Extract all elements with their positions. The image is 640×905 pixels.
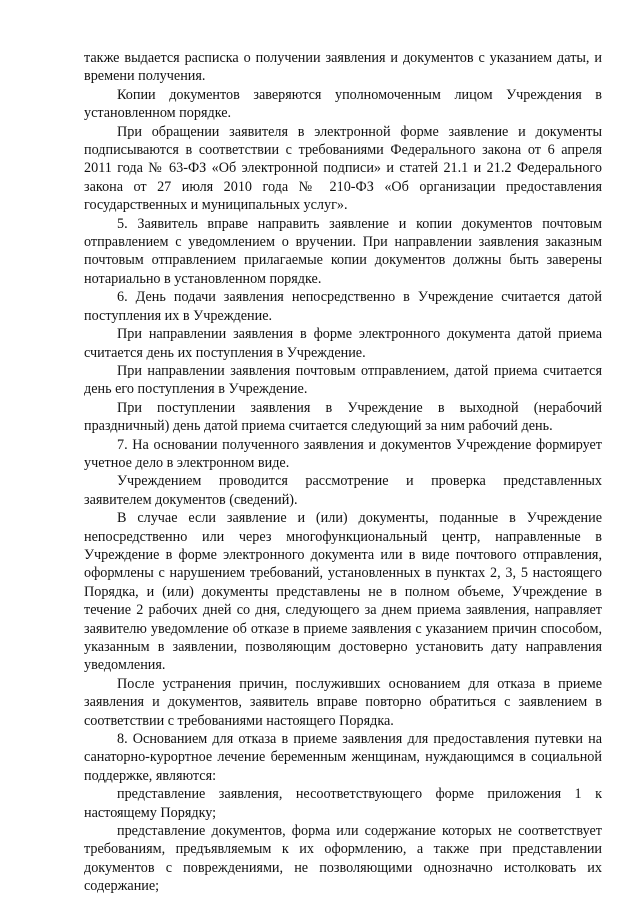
list-item-form-mismatch: представление заявления, несоответствующего форме приложения 1 к настоящему Порядку; xyxy=(84,786,602,821)
paragraph-electronic-receipt-date: При направлении заявления в форме электронного документа датой приема считается день их поступления в Учреждение. xyxy=(84,326,602,361)
paragraph-resubmission: После устранения причин, послуживших основанием для отказа в приеме заявления и документов, заявитель вправе повторно обратиться с заявлением в соответствии с требованиями настоящего Порядка. xyxy=(84,675,602,729)
paragraph-postal-receipt-date: При направлении заявления почтовым отправлением, датой приема считается день его поступления в Учреждение. xyxy=(84,362,602,398)
paragraph-document-review: Учреждением проводится рассмотрение и проверка представленных заявителем документов (сведений). xyxy=(84,473,602,508)
paragraph-copies-certification: Копии документов заверяются уполномоченным лицом Учреждения в установленном порядке. xyxy=(84,86,602,122)
list-item-document-defects: представление документов, форма или содержание которых не соответствует требованиям, предъявляемым к их оформлению, а также при представлении документов с повреждениями, не позволяющими однозначно истолковать их содержание; xyxy=(84,823,602,895)
paragraph-holiday-receipt-date: При поступлении заявления в Учреждение в выходной (нерабочий праздничный) день датой приема считается следующий за ним рабочий день. xyxy=(84,399,602,435)
paragraph-refusal-notice: В случае если заявление и (или) документы, поданные в Учреждение непосредственно или через многофункциональный центр, направленные в Учреждение в форме электронного документа или в виде почтового отправления, оформлены с нарушением требований, установленных в пунктах 2, 3, 5 настоящего Порядка, и (или) документы представлены не в полном объеме, Учреждение в течение 2 рабочих дней со дня, следующего за днем приема заявления, направляет заявителю уведомление об отказе в приеме заявления с указанием причин способом, указанным в заявлении, позволяющим достоверно установить дату направления уведомления. xyxy=(84,510,602,674)
paragraph-electronic-signature: При обращении заявителя в электронной форме заявление и документы подписываются в соответствии с требованиями Федерального закона от 6 апреля 2011 года № 63-ФЗ «Об электронной подписи» и статей 21.1 и 21.2 Федерального закона от 27 июля 2010 года № 210-ФЗ «Об организации предоставления государственных и муниципальных услуг». xyxy=(84,123,602,214)
paragraph-continuation: также выдается расписка о получении заявления и документов с указанием даты, и времени получения. xyxy=(84,50,602,85)
paragraph-item-7: 7. На основании полученного заявления и документов Учреждение формирует учетное дело в электронном виде. xyxy=(84,436,602,471)
paragraph-item-8: 8. Основанием для отказа в приеме заявления для предоставления путевки на санаторно-курортное лечение беременным женщинам, нуждающимся в социальной поддержке, являются: xyxy=(84,731,602,784)
paragraph-item-6: 6. День подачи заявления непосредственно в Учреждение считается датой поступления их в Учреждение. xyxy=(84,289,602,324)
document-page xyxy=(84,49,602,896)
paragraph-item-5: 5. Заявитель вправе направить заявление и копии документов почтовым отправлением с уведомлением о вручении. При направлении заявления заказным почтовым отправлением прилагаемые копии документов должны быть заверены нотариально в установленном порядке. xyxy=(84,215,602,287)
